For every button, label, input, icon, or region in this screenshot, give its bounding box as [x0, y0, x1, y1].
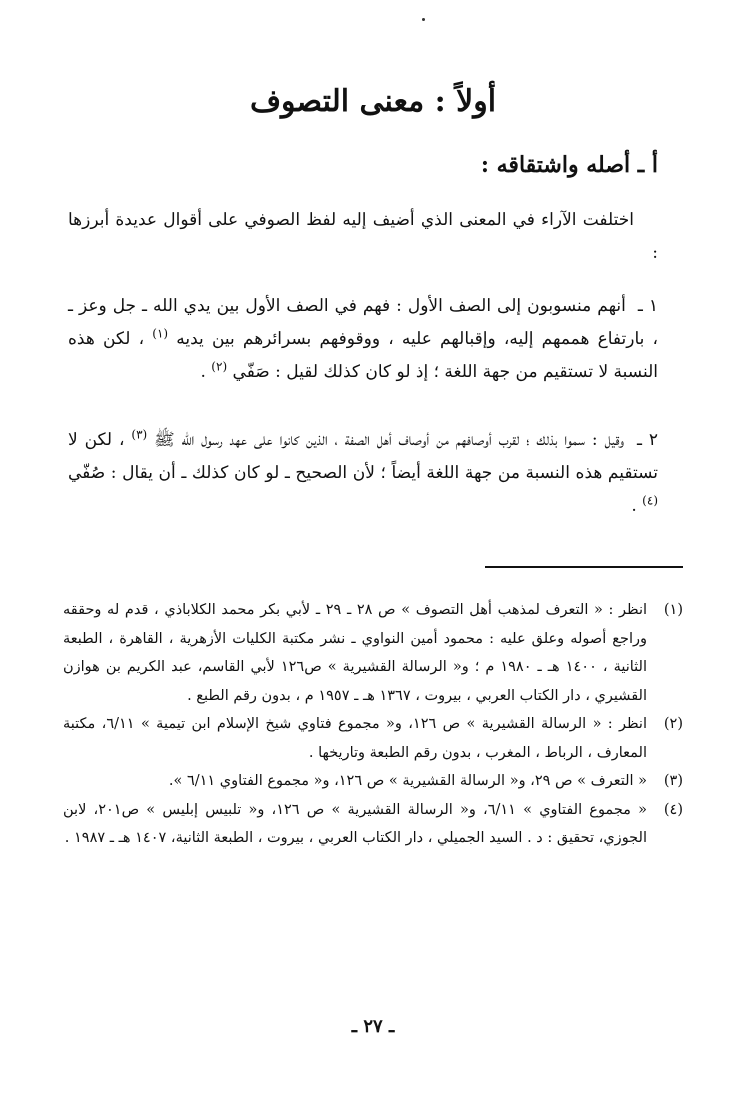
footnote-text: انظر : « التعرف لمذهب أهل التصوف » ص ٢٨ ـ ٢٩ ـ لأبي بكر محمد الكلاباذي ، قدم له وحققه وراجع أصوله وعلق عليه : محمود أمين النواوي ـ نشر مكتبة الكليات الأزهرية ، القاهرة ، الطبعة الثانية ، ١٤٠٠ هـ ـ ١٩٨٠ م ؛ و« الرسالة القشيرية » ص١٢٦ لأبي القاسم، عبد الكريم بن هوازن القشيري ، دار الكتاب العربي ، بيروت ، ١٣٦٧ هـ ـ ١٩٥٧ م ، بدون رقم الطبع .: [63, 602, 648, 704]
page-number: ـ ٢٧ ـ: [351, 1016, 395, 1037]
list-item-text: أنهم منسوبون إلى الصف الأول : فهم في الصف الأول بين يدي الله ـ جل وعز ـ ، بارتفاع هممهم إليه، وإقبالهم عليه ، ووقوفهم بسرائرهم بين يديه: [68, 296, 659, 349]
footnote-item: [63, 710, 683, 767]
intro-paragraph: اختلفت الآراء في المعنى الذي أضيف إليه لفظ الصوفي على أقوال عديدة أبرزها :: [68, 210, 658, 263]
page-title: أولاً : معنى التصوف: [249, 84, 497, 119]
list-item-number: ١ ـ: [637, 296, 658, 316]
footnote-separator: [485, 566, 683, 568]
list-item-text: .: [631, 496, 637, 516]
footnote-text: انظر : « الرسالة القشيرية » ص ١٢٦، و« مجموع فتاوي شيخ الإسلام ابن تيمية » ٦/١١، مكتبة المعارف ، الرباط ، المغرب ، بدون رقم الطبعة وتاريخها .: [63, 716, 647, 761]
footnote-number: (٢): [663, 716, 683, 732]
footnote-item: [63, 596, 683, 710]
list-item-number: ٢ ـ: [637, 430, 659, 450]
list-item-text: وقيل : سموا بذلك ؛ لقرب أوصافهم من أوصاف أهل الصفة ، الذين كانوا على عهد رسول الله ﷺ: [154, 430, 625, 450]
footnote-text: « مجموع الفتاوي » ٦/١١، و« الرسالة القشيرية » ص ١٢٦، و« تلبيس إبليس » ص٢٠١، لابن الجوزي، تحقيق : د . السيد الجميلي ، دار الكتاب العربي ، بيروت ، الطبعة الثانية، ١٤٠٧ هـ ـ ١٩٨٧ .: [63, 801, 647, 846]
footnote-item: [63, 767, 683, 796]
list-item-text: ، لكن لا تستقيم هذه النسبة من جهة اللغة أيضاً ؛ لأن الصحيح ـ لو كان كذلك ـ أن يقال : صُفّي: [68, 430, 658, 483]
footnote-ref[interactable]: (٢): [211, 359, 228, 374]
footnote-text: « التعرف » ص ٢٩، و« الرسالة القشيرية » ص ١٢٦، و« مجموع الفتاوي ٦/١١ ».: [168, 773, 647, 789]
footnote-ref[interactable]: (١): [152, 326, 169, 341]
footnote-number: (١): [663, 602, 684, 618]
footnotes-list: [63, 596, 683, 853]
list-item-1: [68, 290, 658, 389]
list-item-2: [68, 424, 658, 523]
list-item-text: .: [200, 362, 206, 382]
footnote-number: (٤): [663, 801, 683, 818]
ink-speck: [422, 18, 425, 21]
footnote-ref[interactable]: (٣): [131, 427, 148, 442]
footnote-ref[interactable]: (٤): [642, 493, 658, 508]
footnote-item: [63, 796, 683, 853]
list-item-text: ، لكن هذه النسبة لا تستقيم من جهة اللغة ؛ إذ لو كان كذلك لقيل : صَفّي: [68, 329, 658, 382]
footnote-number: (٣): [663, 773, 683, 789]
section-heading: أ ـ أصله واشتقاقه :: [480, 152, 658, 178]
